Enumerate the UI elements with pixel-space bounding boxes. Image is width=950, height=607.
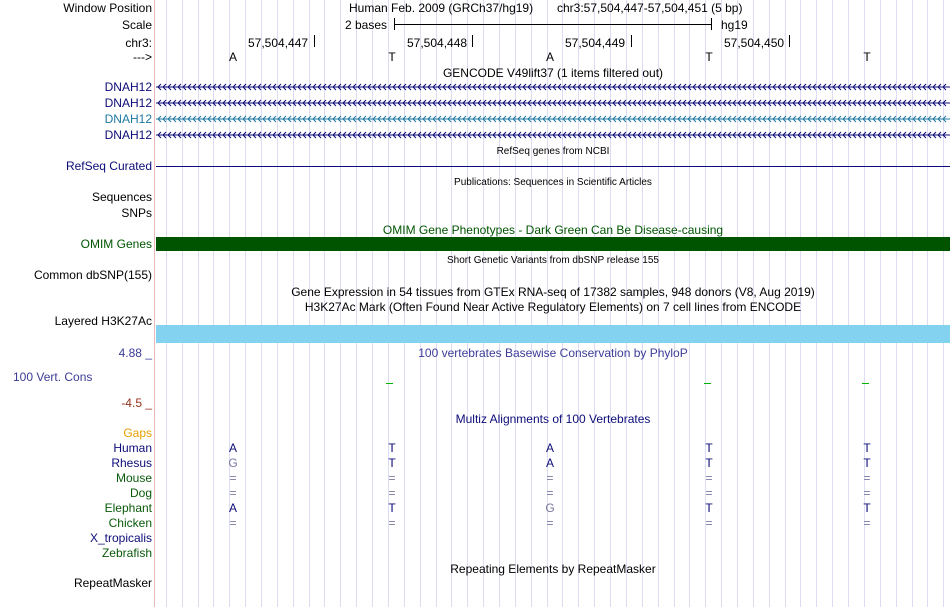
coord-tick [472, 35, 473, 47]
snps-track-label[interactable]: SNPs [121, 206, 152, 220]
scale-db: hg19 [721, 18, 748, 32]
window-position-label: Window Position [63, 1, 152, 15]
coord-label: 57,504,448 [407, 36, 468, 50]
phylop-score-mark [704, 383, 711, 384]
omim-track-title: OMIM Gene Phenotypes - Dark Green Can Be Disease-causing [382, 223, 724, 237]
species-label[interactable]: Rhesus [111, 456, 152, 470]
gencode-track-title: GENCODE V49lift37 (1 items filtered out) [442, 66, 664, 80]
scale-bar [394, 24, 712, 25]
alignment-base: = [229, 516, 237, 530]
alignment-base: = [863, 516, 871, 530]
alignment-base: T [705, 501, 713, 515]
coord-tick [789, 35, 790, 47]
gene-model[interactable] [156, 113, 950, 125]
alignment-base: = [229, 486, 237, 500]
phylop-score-mark [862, 383, 869, 384]
alignment-base: G [545, 501, 555, 515]
scale-bar-end [711, 18, 712, 30]
species-label[interactable]: Zebrafish [101, 546, 152, 560]
alignment-base: T [705, 441, 713, 455]
dbsnp-track-title: Short Genetic Variants from dbSNP release 155 [447, 255, 659, 266]
reference-base: T [388, 50, 396, 64]
alignment-base: = [388, 486, 396, 500]
alignment-base: = [388, 516, 396, 530]
gene-label[interactable]: DNAH12 [104, 128, 152, 142]
assembly-title: Human Feb. 2009 (GRCh37/hg19) [349, 1, 534, 15]
gene-label[interactable]: DNAH12 [104, 80, 152, 94]
alignment-base: T [863, 501, 871, 515]
coord-tick [314, 35, 315, 47]
h3k27ac-track-title: H3K27Ac Mark (Often Found Near Active Regulatory Elements) on 7 cell lines from ENCODE [304, 300, 802, 314]
alignment-base: = [705, 486, 713, 500]
alignment-base: A [545, 456, 554, 470]
coord-label: 57,504,449 [565, 36, 626, 50]
alignment-base: = [705, 471, 713, 485]
publications-track-title: Publications: Sequences in Scientific Articles [454, 177, 652, 188]
refseq-gene-line[interactable] [156, 166, 950, 167]
phylop-track-title: 100 vertebrates Basewise Conservation by PhyloP [418, 346, 688, 360]
alignment-base: T [388, 456, 396, 470]
alignment-base: A [228, 441, 237, 455]
gene-label[interactable]: DNAH12 [104, 112, 152, 126]
position-readout: chr3:57,504,447-57,504,451 (5 bp) [557, 1, 743, 15]
alignment-base: T [863, 441, 871, 455]
omim-track-label[interactable]: OMIM Genes [80, 237, 152, 251]
dbsnp-track-label[interactable]: Common dbSNP(155) [33, 268, 152, 282]
alignment-base: G [228, 456, 238, 470]
alignment-base: = [229, 471, 237, 485]
reference-base: T [863, 50, 871, 64]
species-label[interactable]: Mouse [115, 471, 152, 485]
coord-tick [631, 35, 632, 47]
gene-model[interactable] [156, 129, 950, 141]
species-label[interactable]: Chicken [108, 516, 152, 530]
alignment-base: A [228, 501, 237, 515]
repeatmasker-track-title: Repeating Elements by RepeatMasker [450, 562, 656, 576]
coord-label: 57,504,447 [248, 36, 309, 50]
h3k27ac-track-label[interactable]: Layered H3K27Ac [54, 314, 152, 328]
alignment-base: = [546, 471, 554, 485]
alignment-base: T [863, 456, 871, 470]
h3k27ac-signal[interactable] [156, 325, 950, 343]
omim-feature-bar[interactable] [156, 237, 950, 251]
species-label[interactable]: Human [113, 441, 152, 455]
species-label[interactable]: X_tropicalis [89, 531, 152, 545]
alignment-base: = [863, 471, 871, 485]
chrom-label: chr3: [125, 36, 152, 50]
strand-label: ---> [133, 50, 152, 64]
repeatmasker-track-label[interactable]: RepeatMasker [73, 576, 152, 590]
alignment-base: = [705, 516, 713, 530]
scale-value: 2 bases [345, 18, 388, 32]
publications-track-label[interactable]: Sequences [91, 190, 152, 204]
alignment-base: = [863, 486, 871, 500]
alignment-base: T [388, 441, 396, 455]
phylop-max-label: 4.88 _ [118, 346, 152, 360]
alignment-base: = [388, 471, 396, 485]
multiz-track-title: Multiz Alignments of 100 Vertebrates [455, 412, 651, 426]
species-label[interactable]: Dog [129, 486, 152, 500]
gene-model[interactable] [156, 97, 950, 109]
reference-base: A [228, 50, 237, 64]
gene-label[interactable]: DNAH12 [104, 96, 152, 110]
phylop-min-label: -4.5 _ [121, 396, 152, 410]
alignment-base: T [705, 456, 713, 470]
coord-label: 57,504,450 [724, 36, 785, 50]
alignment-base: = [546, 486, 554, 500]
phylop-track-label[interactable]: 100 Vert. Cons [13, 370, 93, 384]
refseq-track-label[interactable]: RefSeq Curated [65, 159, 152, 173]
species-label[interactable]: Elephant [104, 501, 152, 515]
scale-label: Scale [121, 18, 152, 32]
alignment-base: A [545, 441, 554, 455]
gtex-track-title: Gene Expression in 54 tissues from GTEx RNA-seq of 17382 samples, 948 donors (V8, Aug 2019) [291, 285, 815, 299]
alignment-base: T [388, 501, 396, 515]
alignment-base: = [546, 516, 554, 530]
gene-model[interactable] [156, 81, 950, 93]
phylop-score-mark [386, 383, 393, 384]
refseq-track-title: RefSeq genes from NCBI [496, 146, 610, 157]
gaps-label[interactable]: Gaps [123, 426, 152, 440]
reference-base: A [545, 50, 554, 64]
reference-base: T [705, 50, 713, 64]
label-divider [154, 0, 155, 607]
